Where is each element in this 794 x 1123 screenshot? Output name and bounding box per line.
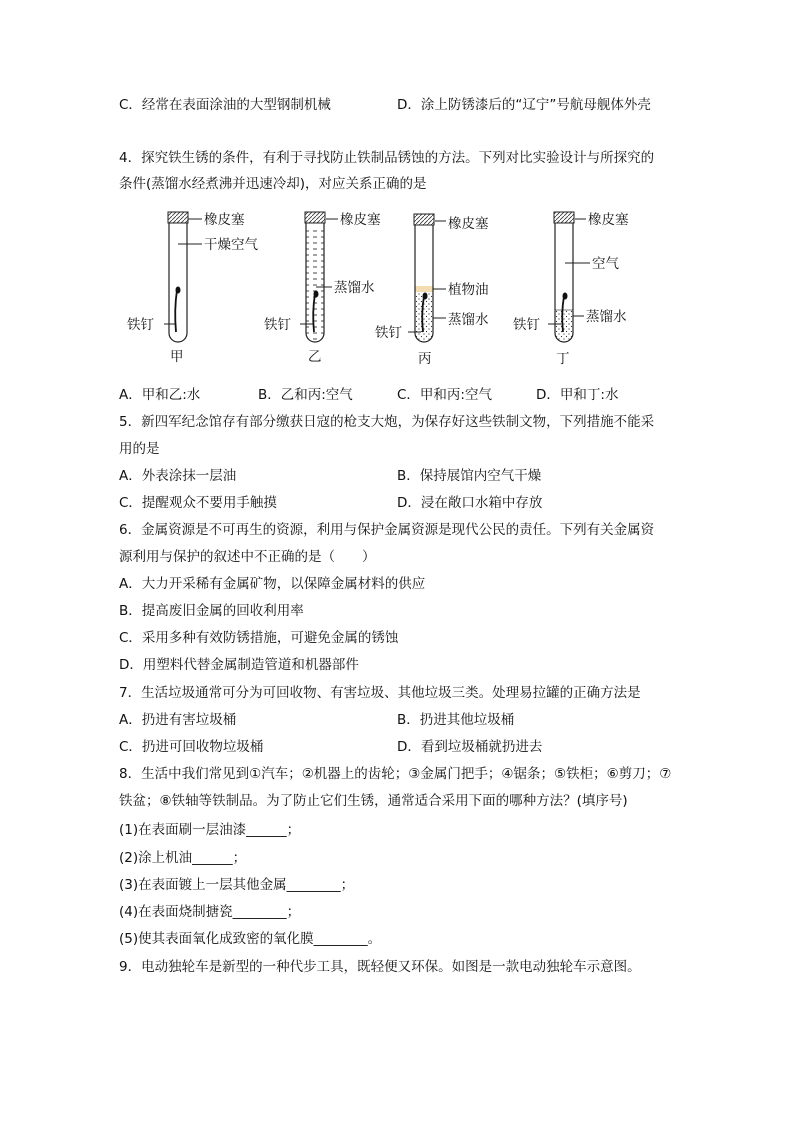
q6-option-c: C．采用多种有效防锈措施，可避免金属的锈蚀 bbox=[119, 630, 399, 646]
q4-stem-line1: 4．探究铁生锈的条件，有利于寻找防止铁制品锈蚀的方法。下列对比实验设计与所探究的 bbox=[119, 150, 655, 166]
rubber-stopper bbox=[168, 212, 188, 223]
rust-experiment-figure bbox=[120, 203, 650, 371]
caption-ding: 丁 bbox=[556, 351, 570, 367]
q7-option-d: D．看到垃圾桶就扔进去 bbox=[397, 739, 543, 755]
q4-option-d: D．甲和丁:水 bbox=[536, 387, 619, 403]
distilled-water bbox=[306, 229, 324, 342]
q4-stem-line2: 条件(蒸馏水经煮沸并迅速冷却)，对应关系正确的是 bbox=[119, 176, 427, 192]
label-oil: 植物油 bbox=[448, 282, 489, 298]
tube-bing bbox=[375, 214, 489, 367]
label-nail: 铁钉 bbox=[127, 317, 154, 333]
q8-item-1: (1)在表面刷一层油漆______； bbox=[119, 822, 301, 838]
label-stopper: 橡皮塞 bbox=[448, 216, 489, 232]
label-nail: 铁钉 bbox=[375, 325, 402, 341]
q3-option-c: C．经常在表面涂油的大型钢制机械 bbox=[119, 97, 331, 113]
rubber-stopper bbox=[414, 214, 434, 225]
q6-option-b: B．提高废旧金属的回收利用率 bbox=[119, 603, 304, 619]
rubber-stopper bbox=[554, 212, 574, 223]
q8-item-3: (3)在表面镀上一层其他金属________； bbox=[119, 877, 355, 893]
rubber-stopper bbox=[305, 212, 325, 223]
q3-option-d: D．涂上防锈漆后的“辽宁”号航母舰体外壳 bbox=[397, 97, 651, 113]
vegetable-oil bbox=[415, 286, 433, 292]
caption-jia: 甲 bbox=[170, 349, 184, 365]
q5-option-b: B．保持展馆内空气干燥 bbox=[397, 468, 542, 484]
q5-option-c: C．提醒观众不要用手触摸 bbox=[119, 495, 277, 511]
label-nail: 铁钉 bbox=[513, 317, 540, 333]
q7-option-c: C．扔进可回收物垃圾桶 bbox=[119, 739, 264, 755]
label-distilled-water: 蒸馏水 bbox=[334, 280, 375, 296]
label-dry-air: 干燥空气 bbox=[204, 237, 258, 253]
q7-option-a: A．扔进有害垃圾桶 bbox=[119, 712, 237, 728]
distilled-water bbox=[555, 310, 573, 342]
q8-item-2: (2)涂上机油______； bbox=[119, 850, 247, 866]
q9-stem: 9．电动独轮车是新型的一种代步工具，既轻便又环保。如图是一款电动独轮车示意图。 bbox=[119, 959, 641, 975]
tube-jia bbox=[127, 211, 258, 365]
label-stopper: 橡皮塞 bbox=[340, 212, 381, 228]
tube-yi bbox=[264, 211, 381, 365]
q5-option-d: D．浸在敞口水箱中存放 bbox=[397, 495, 543, 511]
label-nail: 铁钉 bbox=[264, 317, 291, 333]
q6-stem-line1: 6．金属资源是不可再生的资源，利用与保护金属资源是现代公民的责任。下列有关金属资 bbox=[119, 522, 655, 538]
tube-ding bbox=[513, 211, 629, 367]
q4-option-b: B．乙和丙:空气 bbox=[258, 387, 353, 403]
q4-option-c: C．甲和丙:空气 bbox=[397, 387, 492, 403]
q8-stem-line2: 铁盆；⑧铁轴等铁制品。为了防止它们生锈，通常适合采用下面的哪种方法？(填序号) bbox=[119, 793, 628, 809]
label-distilled-water: 蒸馏水 bbox=[586, 309, 627, 325]
q8-item-4: (4)在表面烧制搪瓷________； bbox=[119, 904, 301, 920]
label-stopper: 橡皮塞 bbox=[204, 212, 245, 228]
caption-yi: 乙 bbox=[308, 349, 322, 365]
q8-stem-line1: 8．生活中我们常见到①汽车；②机器上的齿轮；③金属门把手；④锯条；⑤铁柜；⑥剪刀；⑦ bbox=[119, 766, 672, 782]
q5-stem-line1: 5．新四军纪念馆存有部分缴获日寇的枪支大炮，为保存好这些铁制文物，下列措施不能采 bbox=[119, 414, 655, 430]
caption-bing: 丙 bbox=[418, 351, 432, 367]
q6-option-a: A．大力开采稀有金属矿物，以保障金属材料的供应 bbox=[119, 576, 426, 592]
q8-item-5: (5)使其表面氧化成致密的氧化膜________。 bbox=[119, 931, 382, 947]
q5-option-a: A．外表涂抹一层油 bbox=[119, 468, 237, 484]
q6-option-d: D．用塑料代替金属制造管道和机器部件 bbox=[119, 657, 359, 673]
label-air: 空气 bbox=[592, 256, 619, 272]
q4-option-a: A．甲和乙:水 bbox=[119, 387, 201, 403]
label-distilled-water: 蒸馏水 bbox=[448, 312, 489, 328]
q5-stem-line2: 用的是 bbox=[119, 441, 160, 457]
label-stopper: 橡皮塞 bbox=[588, 212, 629, 228]
q7-stem: 7．生活垃圾通常可分为可回收物、有害垃圾、其他垃圾三类。处理易拉罐的正确方法是 bbox=[119, 685, 641, 701]
q6-stem-line2: 源利用与保护的叙述中不正确的是（ ） bbox=[119, 549, 376, 565]
iron-nail bbox=[175, 290, 177, 332]
q7-option-b: B．扔进其他垃圾桶 bbox=[397, 712, 515, 728]
